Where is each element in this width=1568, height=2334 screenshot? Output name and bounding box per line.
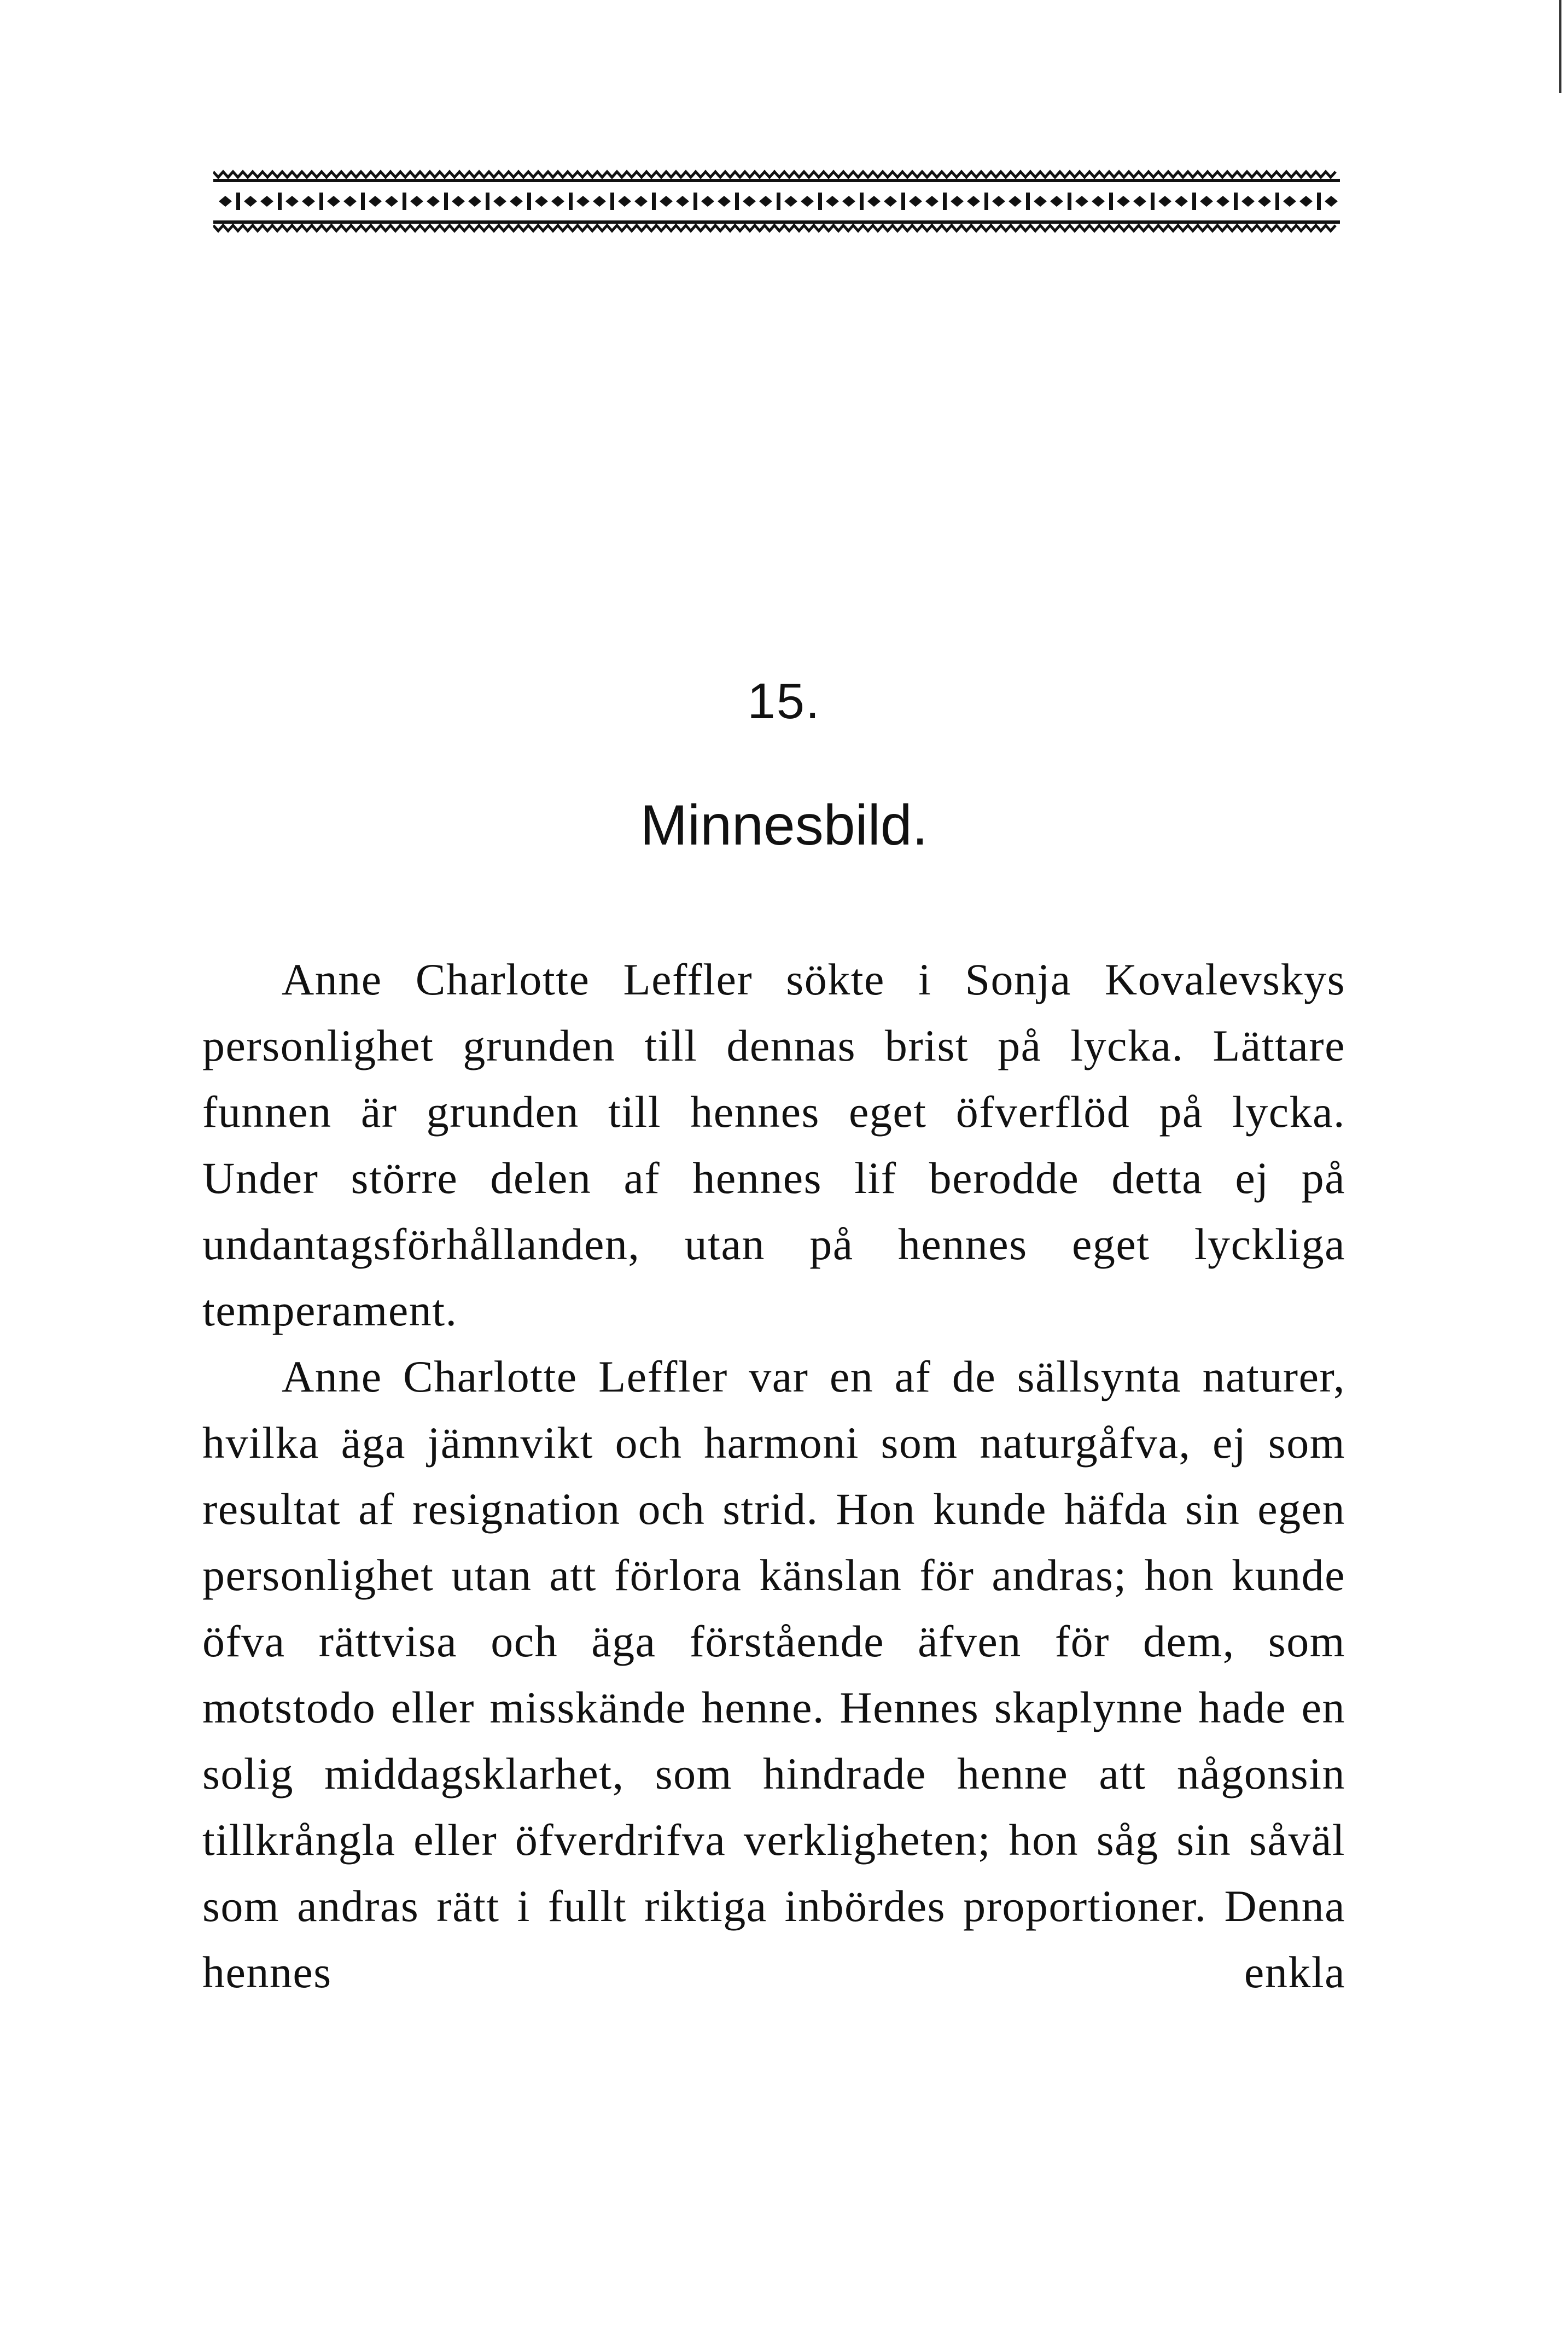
body-text [202, 946, 1345, 2005]
chapter-number: 15. [747, 673, 821, 729]
paragraph: Anne Charlotte Leffler var en af de sällsynta naturer, hvilka äga jämnvikt och harmoni som naturgåfva, ej som resultat af resignation och strid. Hon kunde häfda sin egen personlighet utan att förlora känslan för andras; hon kunde öfva rättvisa och äga förstående äfven för dem, som motstodo eller misskände henne. Hennes skaplynne hade en solig middagsklarhet, som hindrade henne att någonsin tillkrångla eller öfverdrifva verkligheten; hon såg sin såväl som andras rätt i fullt riktiga inbördes proportioner. Denna hennes enkla [202, 1352, 1345, 1997]
decorative-header-ornament [213, 164, 1340, 241]
scan-edge-mark [1559, 0, 1561, 93]
paragraph: Anne Charlotte Leffler sökte i Sonja Kovalevskys personlighet grunden till dennas brist på lycka. Lättare funnen är grunden till hennes eget öfverflöd på lycka. Under större delen af hennes lif berodde detta ej på undantagsförhållanden, utan på hennes eget lyckliga temperament. [202, 954, 1345, 1335]
chapter-title: Minnesbild. [640, 794, 928, 857]
